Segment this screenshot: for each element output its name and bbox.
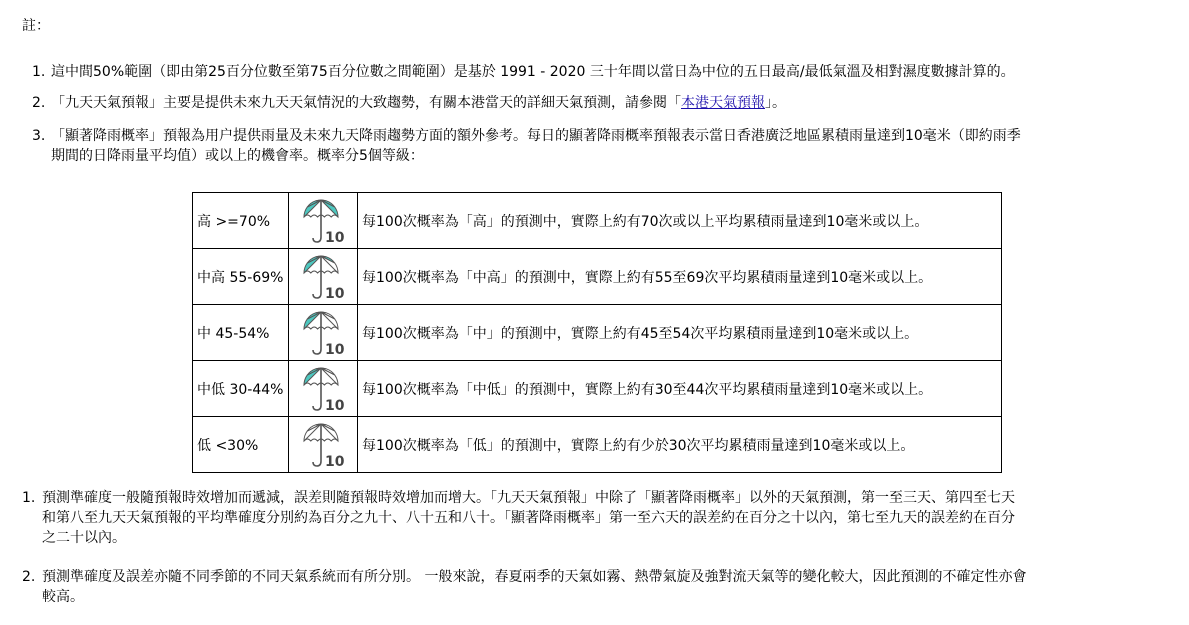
probability-level-description: 每100次概率為「低」的預測中，實際上約有少於30次平均累積雨量達到10毫米或以上。 xyxy=(358,417,1002,473)
note-number: 3. xyxy=(32,128,46,144)
notes-heading: 註： xyxy=(22,18,50,34)
note-top-1 xyxy=(32,62,1172,82)
probability-level-icon-cell xyxy=(289,193,358,249)
local-forecast-link[interactable]: 本港天氣預報 xyxy=(681,95,765,111)
umbrella-rainfall-value: 10 xyxy=(325,453,345,469)
note-top-2 xyxy=(32,93,1172,113)
umbrella-medium-low-icon xyxy=(297,365,349,413)
umbrella-high-icon xyxy=(297,197,349,245)
probability-level-row xyxy=(193,361,1002,417)
probability-level-description: 每100次概率為「中低」的預測中，實際上約有30至44次平均累積雨量達到10毫米或以上。 xyxy=(358,361,1002,417)
note-text-line-2: 期間的日降雨量平均值）或以上的機會率。概率分5個等級： xyxy=(51,148,424,164)
note-text xyxy=(32,93,1172,113)
note-number: 1. xyxy=(32,64,46,80)
probability-level-description: 每100次概率為「中」的預測中，實際上約有45至54次平均累積雨量達到10毫米或以上。 xyxy=(358,305,1002,361)
note-text-line-3: 之二十以內。 xyxy=(42,530,126,546)
probability-level-icon-cell xyxy=(289,361,358,417)
note-text-line-2: 較高。 xyxy=(42,589,84,605)
umbrella-rainfall-value: 10 xyxy=(325,285,345,301)
umbrella-rainfall-value: 10 xyxy=(325,397,345,413)
note-number: 2. xyxy=(32,95,46,111)
note-text-line-1: 預測準確度及誤差亦隨不同季節的不同天氣系統而有所分別。 一般來說，春夏兩季的天氣如霧、熱帶氣旋及強對流天氣等的變化較大，因此預測的不確定性亦會 xyxy=(42,569,1027,585)
probability-level-row xyxy=(193,305,1002,361)
umbrella-medium-icon xyxy=(297,309,349,357)
probability-level-label: 中高 55-69% xyxy=(193,249,289,305)
probability-level-icon-cell xyxy=(289,305,358,361)
note-bottom-1 xyxy=(22,488,1172,548)
note-text-before-link: 「九天天氣預報」主要是提供未來九天天氣情況的大致趨勢，有關本港當天的詳細天氣預測，請參閱「 xyxy=(51,95,681,111)
note-text-line-1: 預測準確度一般隨預報時效增加而遞減，誤差則隨預報時效增加而增大。「九天天氣預報」中除了「顯著降雨概率」以外的天氣預測，第一至三天、第四至七天 xyxy=(42,490,1015,506)
note-number: 2. xyxy=(22,569,36,585)
probability-level-row xyxy=(193,193,1002,249)
umbrella-rainfall-value: 10 xyxy=(325,341,345,357)
note-text-line-1: 「顯著降雨概率」預報為用户提供雨量及未來九天降雨趨勢方面的額外參考。每日的顯著降雨概率預報表示當日香港廣泛地區累積雨量達到10毫米（即約雨季 xyxy=(51,128,1021,144)
probability-level-icon-cell xyxy=(289,249,358,305)
probability-level-label: 低 <30% xyxy=(193,417,289,473)
probability-level-row xyxy=(193,417,1002,473)
probability-level-label: 中低 30-44% xyxy=(193,361,289,417)
note-text-line-2: 和第八至九天天氣預報的平均準確度分別約為百分之九十、八十五和八十。「顯著降雨概率」第一至六天的誤差約在百分之十以內，第七至九天的誤差約在百分 xyxy=(42,510,1015,526)
note-top-3 xyxy=(32,126,1172,166)
umbrella-medium-high-icon xyxy=(297,253,349,301)
probability-level-row xyxy=(193,249,1002,305)
note-text-after-link: 」。 xyxy=(765,95,786,111)
probability-level-description: 每100次概率為「中高」的預測中，實際上約有55至69次平均累積雨量達到10毫米或以上。 xyxy=(358,249,1002,305)
probability-level-label: 中 45-54% xyxy=(193,305,289,361)
probability-level-description: 每100次概率為「高」的預測中，實際上約有70次或以上平均累積雨量達到10毫米或以上。 xyxy=(358,193,1002,249)
note-number: 1. xyxy=(22,490,36,506)
note-bottom-2 xyxy=(22,567,1172,607)
umbrella-low-icon xyxy=(297,421,349,469)
rain-probability-table xyxy=(192,192,1002,473)
probability-level-label: 高 >=70% xyxy=(193,193,289,249)
probability-level-icon-cell xyxy=(289,417,358,473)
umbrella-rainfall-value: 10 xyxy=(325,229,345,245)
note-text: 這中間50%範圍（即由第25百分位數至第75百分位數之間範圍）是基於 1991 - 2020 三十年間以當日為中位的五日最高/最低氣溫及相對濕度數據計算的。 xyxy=(51,64,1015,80)
